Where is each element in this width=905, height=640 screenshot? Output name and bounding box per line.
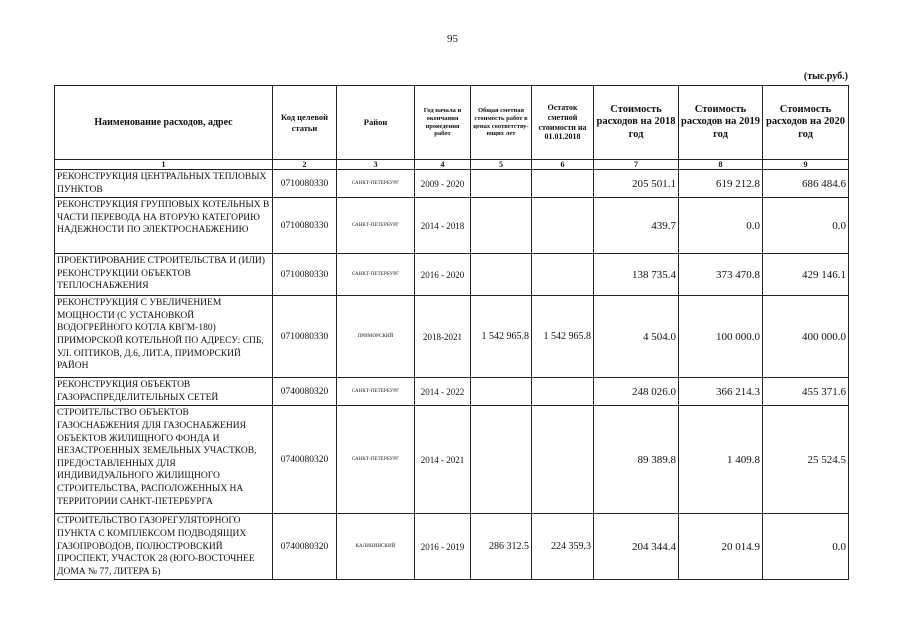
row-code: 0740080320 xyxy=(273,378,337,406)
row-cost-2020: 400 000.0 xyxy=(763,296,849,378)
row-cost-2020: 0.0 xyxy=(763,198,849,254)
row-cost-2020: 686 484.6 xyxy=(763,170,849,198)
row-cost-2018: 138 735.4 xyxy=(594,254,679,296)
row-name: РЕКОНСТРУКЦИЯ ОБЪЕКТОВ ГАЗОРАСПРЕДЕЛИТЕЛЬНЫХ СЕТЕЙ xyxy=(55,378,273,406)
row-total-cost xyxy=(471,378,532,406)
header-remaining: Остаток сметной стоимости на 01.01.2018 xyxy=(532,86,594,160)
header-total-cost: Общая сметная стоимость работ в ценах соответству-ющих лет xyxy=(471,86,532,160)
row-total-cost xyxy=(471,198,532,254)
row-cost-2018: 248 026.0 xyxy=(594,378,679,406)
row-cost-2020: 455 371.6 xyxy=(763,378,849,406)
column-number: 3 xyxy=(337,160,415,170)
header-row xyxy=(55,86,849,160)
row-cost-2018: 4 504.0 xyxy=(594,296,679,378)
row-code: 0710080330 xyxy=(273,170,337,198)
header-cost-2020: Стоимость расходов на 2020 год xyxy=(763,86,849,160)
column-number: 2 xyxy=(273,160,337,170)
header-district: Район xyxy=(337,86,415,160)
row-remaining: 224 359.3 xyxy=(532,514,594,580)
row-remaining xyxy=(532,406,594,514)
header-cost-2019: Стоимость расходов на 2019 год xyxy=(679,86,763,160)
units-label: (тыс.руб.) xyxy=(803,71,848,82)
row-cost-2019: 100 000.0 xyxy=(679,296,763,378)
row-district: САНКТ-ПЕТЕРБУРГ xyxy=(337,198,415,254)
expenses-table xyxy=(54,85,849,580)
row-remaining xyxy=(532,378,594,406)
row-cost-2019: 1 409.8 xyxy=(679,406,763,514)
row-total-cost xyxy=(471,254,532,296)
row-cost-2019: 20 014.9 xyxy=(679,514,763,580)
row-total-cost xyxy=(471,406,532,514)
table-row xyxy=(55,254,849,296)
row-name: РЕКОНСТРУКЦИЯ С УВЕЛИЧЕНИЕМ МОЩНОСТИ (С УСТАНОВКОЙ ВОДОГРЕЙНОГО КОТЛА КВГМ-180) ПРИМОРСКОЙ КОТЕЛЬНОЙ ПО АДРЕСУ: СПБ, УЛ. ОПТИКОВ, Д.6, ЛИТ.А, ПРИМОРСКИЙ РАЙОН xyxy=(55,296,273,378)
row-years: 2014 - 2021 xyxy=(415,406,471,514)
row-district: КАЛИНИНСКИЙ xyxy=(337,514,415,580)
row-years: 2014 - 2018 xyxy=(415,198,471,254)
row-district: ПРИМОРСКИЙ xyxy=(337,296,415,378)
row-remaining: 1 542 965.8 xyxy=(532,296,594,378)
row-name: ПРОЕКТИРОВАНИЕ СТРОИТЕЛЬСТВА И (ИЛИ) РЕКОНСТРУКЦИИ ОБЪЕКТОВ ТЕПЛОСНАБЖЕНИЯ xyxy=(55,254,273,296)
row-cost-2018: 204 344.4 xyxy=(594,514,679,580)
row-years: 2018-2021 xyxy=(415,296,471,378)
column-number: 5 xyxy=(471,160,532,170)
row-remaining xyxy=(532,198,594,254)
row-total-cost: 1 542 965.8 xyxy=(471,296,532,378)
header-name: Наименование расходов, адрес xyxy=(55,86,273,160)
header-cost-2018: Стоимость расходов на 2018 год xyxy=(594,86,679,160)
table-row xyxy=(55,514,849,580)
page-number: 95 xyxy=(447,33,458,45)
row-name: СТРОИТЕЛЬСТВО ГАЗОРЕГУЛЯТОРНОГО ПУНКТА С КОМПЛЕКСОМ ПОДВОДЯЩИХ ГАЗОПРОВОДОВ, ПОЛЮСТРОВСКИЙ ПРОСПЕКТ, УЧАСТОК 28 (ЮГО-ВОСТОЧНЕЕ ДОМА № 77, ЛИТЕРА Б) xyxy=(55,514,273,580)
row-district: САНКТ-ПЕТЕРБУРГ xyxy=(337,378,415,406)
row-code: 0740080320 xyxy=(273,406,337,514)
row-cost-2020: 25 524.5 xyxy=(763,406,849,514)
row-years: 2014 - 2022 xyxy=(415,378,471,406)
row-remaining xyxy=(532,170,594,198)
row-district: САНКТ-ПЕТЕРБУРГ xyxy=(337,406,415,514)
row-remaining xyxy=(532,254,594,296)
row-years: 2016 - 2019 xyxy=(415,514,471,580)
row-code: 0740080320 xyxy=(273,514,337,580)
row-total-cost: 286 312.5 xyxy=(471,514,532,580)
header-code: Код целевой статьи xyxy=(273,86,337,160)
column-number: 1 xyxy=(55,160,273,170)
row-code: 0710080330 xyxy=(273,198,337,254)
table-row xyxy=(55,198,849,254)
row-years: 2009 - 2020 xyxy=(415,170,471,198)
column-number: 6 xyxy=(532,160,594,170)
row-cost-2020: 429 146.1 xyxy=(763,254,849,296)
row-cost-2019: 366 214.3 xyxy=(679,378,763,406)
column-number: 8 xyxy=(679,160,763,170)
row-district: САНКТ-ПЕТЕРБУРГ xyxy=(337,254,415,296)
row-cost-2018: 205 501.1 xyxy=(594,170,679,198)
row-district: САНКТ-ПЕТЕРБУРГ xyxy=(337,170,415,198)
row-total-cost xyxy=(471,170,532,198)
table-row xyxy=(55,170,849,198)
row-cost-2018: 89 389.8 xyxy=(594,406,679,514)
row-cost-2019: 0.0 xyxy=(679,198,763,254)
table-row xyxy=(55,378,849,406)
row-code: 0710080330 xyxy=(273,254,337,296)
header-years: Год начала и окончания проведения работ xyxy=(415,86,471,160)
column-number: 7 xyxy=(594,160,679,170)
column-number-row xyxy=(55,160,849,170)
row-cost-2020: 0.0 xyxy=(763,514,849,580)
row-cost-2019: 373 470.8 xyxy=(679,254,763,296)
row-name: РЕКОНСТРУКЦИЯ ЦЕНТРАЛЬНЫХ ТЕПЛОВЫХ ПУНКТОВ xyxy=(55,170,273,198)
row-name: СТРОИТЕЛЬСТВО ОБЪЕКТОВ ГАЗОСНАБЖЕНИЯ ДЛЯ ГАЗОСНАБЖЕНИЯ ОБЪЕКТОВ ЖИЛИЩНОГО ФОНДА И НЕЗАСТРОЕННЫХ ЗЕМЕЛЬНЫХ УЧАСТКОВ, ПРЕДОСТАВЛЕННЫХ ДЛЯ ИНДИВИДУАЛЬНОГО ЖИЛИЩНОГО СТРОИТЕЛЬСТВА, РАСПОЛОЖЕННЫХ НА ТЕРРИТОРИИ САНКТ-ПЕТЕРБУРГА xyxy=(55,406,273,514)
row-name: РЕКОНСТРУКЦИЯ ГРУППОВЫХ КОТЕЛЬНЫХ В ЧАСТИ ПЕРЕВОДА НА ВТОРУЮ КАТЕГОРИЮ НАДЕЖНОСТИ ПО ЭЛЕКТРОСНАБЖЕНИЮ xyxy=(55,198,273,254)
table-row xyxy=(55,296,849,378)
row-cost-2018: 439.7 xyxy=(594,198,679,254)
row-code: 0710080330 xyxy=(273,296,337,378)
row-cost-2019: 619 212.8 xyxy=(679,170,763,198)
table-row xyxy=(55,406,849,514)
column-number: 9 xyxy=(763,160,849,170)
column-number: 4 xyxy=(415,160,471,170)
row-years: 2016 - 2020 xyxy=(415,254,471,296)
